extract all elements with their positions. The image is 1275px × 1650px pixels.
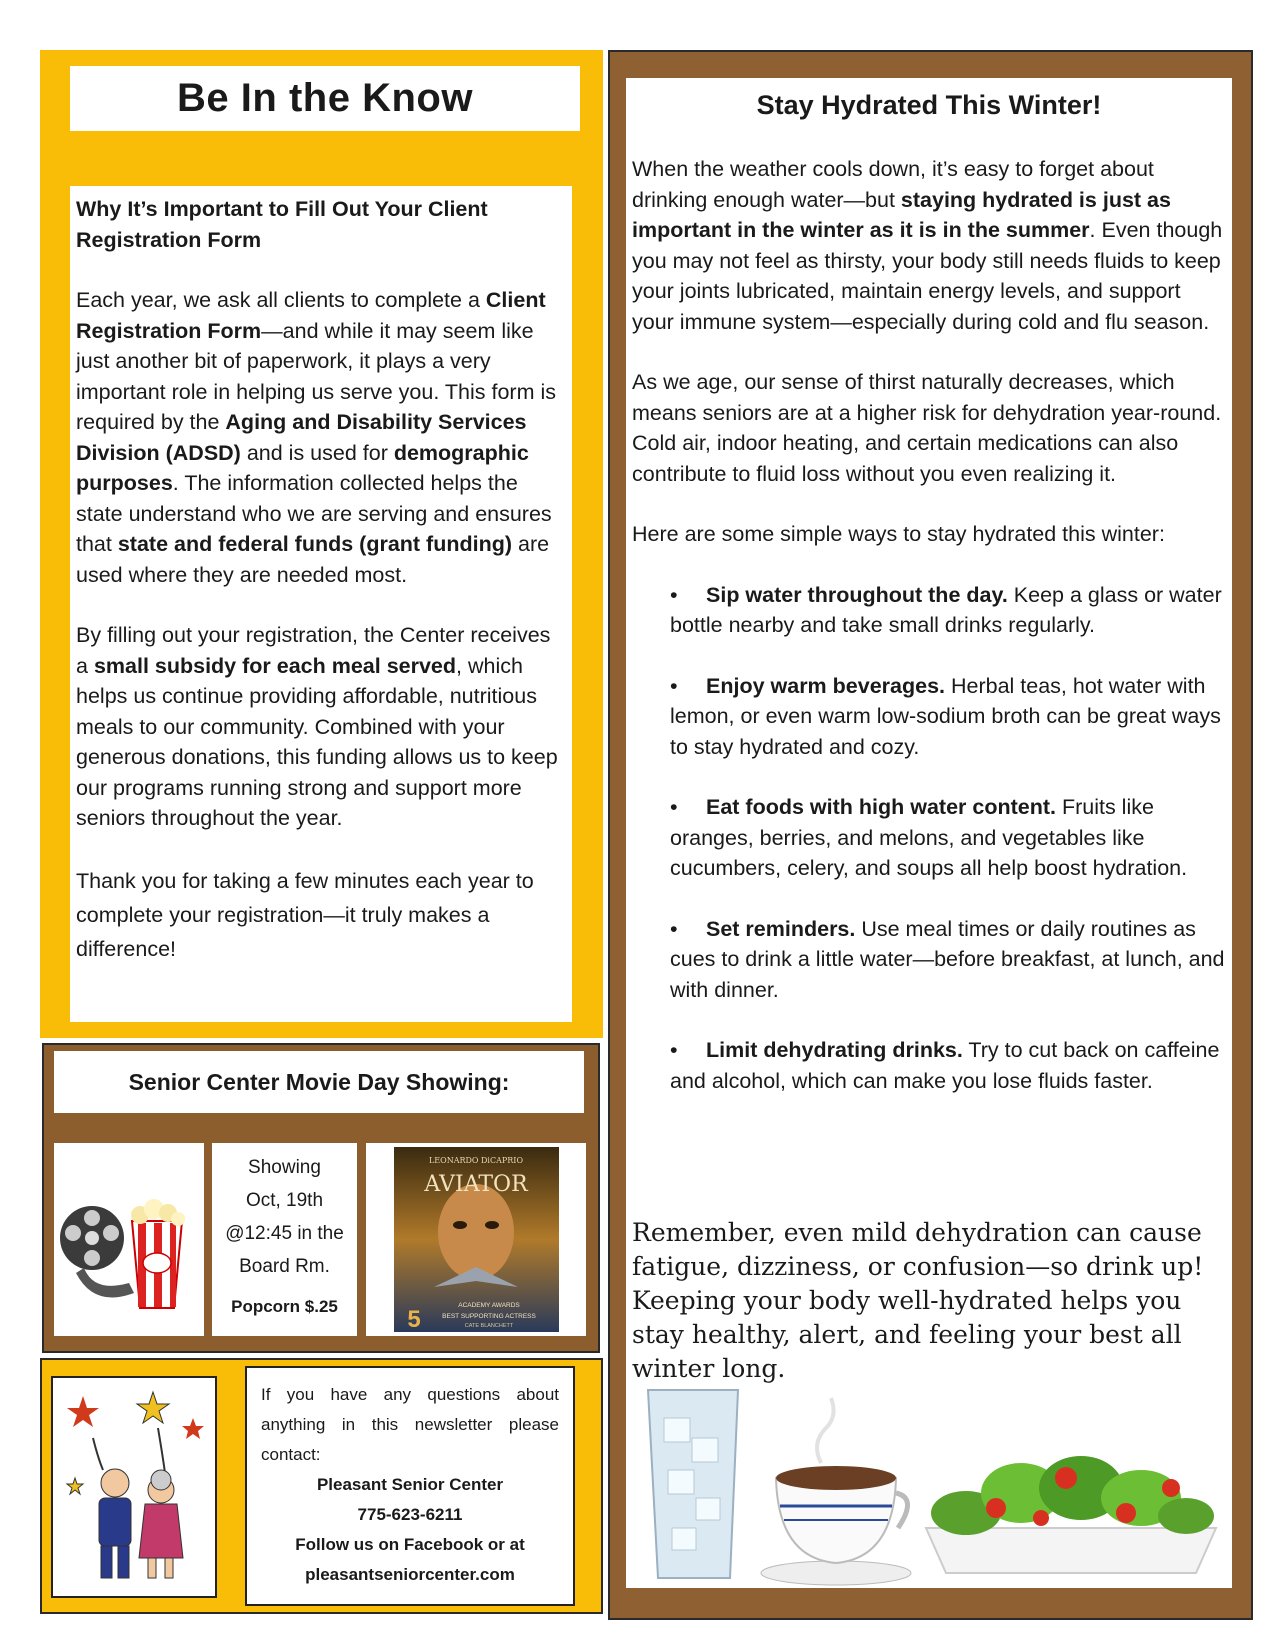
know-paragraph-2: By filling out your registration, the Center receives a small subsidy for each meal served, which helps us continue providing affordable, nutritious meals to our community. Combined with your generous donations, this funding allows us to keep our programs running strong and support more seniors throughout the year. [76,623,558,830]
know-paragraph-1: Each year, we ask all clients to complete a Client Registration Form—and while it may seem like just another bit of paperwork, it plays a very important role in helping us serve you. This form is required by the Aging and Disability Services Division (ADSD) and is used for demographic purposes. The information collected helps the state understand who we are serving and ensures that state and federal funds (grant funding) are used where they are needed most. [76,288,556,587]
know-paragraph-3: Thank you for taking a few minutes each year to complete your registration—it truly makes a difference! [76,868,534,961]
know-subtitle-line2: Registration Form [76,227,262,252]
know-subtitle [76,194,566,255]
hydration-article [626,78,1232,1588]
center-name: Pleasant Senior Center [316,1475,504,1494]
hydration-tips-list [632,580,1226,1097]
tip-item: • Set reminders. Use meal times or daily routines as cues to drink a little water—before breakfast, at lunch, and with dinner. [670,916,1225,1002]
hydration-paragraph-2: As we age, our sense of thirst naturally decreases, which means seniors are at a higher risk for dehydration year-round. Cold air, indoor heating, and certain medications can also contribute to fluid loss without you even realizing it. [632,370,1222,486]
poster-actor: LEONARDO DiCAPRIO [428,1156,523,1165]
movie-info-line1: Showing [248,1157,321,1178]
movie-info-room: Board Rm. [239,1256,330,1277]
hydration-text [632,154,1226,1126]
movie-info-time: @12:45 in the [225,1223,344,1244]
poster-name: CATE BLANCHETT [464,1323,513,1329]
seniors-fireworks-icon [53,1378,215,1596]
know-title-box [70,66,580,131]
panel-bottom-strip [626,1588,1232,1612]
hydration-closing: Remember, even mild dehydration can cause fatigue, dizziness, or confusion—so drink up! Keeping your body well-hydrated helps you stay healthy, alert, and feeling your best all winter long. [632,1218,1204,1383]
popcorn-price: Popcorn $.25 [231,1297,338,1316]
movie-info [212,1143,357,1336]
tip-item: • Enjoy warm beverages. Herbal teas, hot water with lemon, or even warm low-sodium broth can be great ways to stay hydrated and cozy. [670,673,1221,759]
follow-line: Follow us on Facebook or at [295,1535,525,1554]
aviator-poster-image [394,1147,559,1332]
movie-title: Senior Center Movie Day Showing: [54,1051,584,1113]
contact-info-box [245,1366,575,1606]
water-tea-salad-icon [626,1378,1232,1588]
tip-item: • Eat foods with high water content. Fruits like oranges, berries, and melons, and vegetables like cucumbers, celery, and soups all help boost hydration. [670,795,1188,880]
know-title: Be In the Know [177,76,473,120]
poster-awards: ACADEMY AWARDS [457,1302,520,1309]
tip-item: • Limit dehydrating drinks. Try to cut back on caffeine and alcohol, which can make you lose fluids faster. [670,1038,1220,1093]
contact-panel [40,1358,603,1614]
drinks-food-image [626,1378,1232,1588]
celebrating-seniors-image [51,1376,217,1598]
hydration-paragraph-1: When the weather cools down, it’s easy to forget about drinking enough water—but staying hydrated is just as important in the winter as it is in the summer. Even though you may not feel as thirsty, your body still needs fluids to keep your joints lubricated, maintain energy levels, and support your immune system—especially during cold and flu season. [632,157,1223,334]
poster-subtitle: BEST SUPPORTING ACTRESS [441,1313,536,1320]
movie-poster [366,1143,586,1336]
contact-intro: If you have any questions about anything in this newsletter please contact: [261,1385,559,1464]
hydration-paragraph-3: Here are some simple ways to stay hydrated this winter: [632,522,1165,546]
poster-title: AVIATOR [423,1172,528,1197]
center-website: pleasantseniorcenter.com [305,1565,515,1584]
center-phone: 775-623-6211 [357,1505,463,1524]
film-reel-icon [54,1143,204,1336]
hydration-panel [608,50,1253,1620]
know-article [70,186,572,1022]
movie-day-panel [42,1043,600,1353]
film-popcorn-image [54,1143,204,1336]
movie-info-date: Oct, 19th [245,1190,324,1211]
tip-item: • Sip water throughout the day. Keep a glass or water bottle nearby and take small drinks regularly. [670,582,1222,637]
hydration-title: Stay Hydrated This Winter! [756,90,1102,120]
poster-number: 5 [406,1306,421,1332]
be-in-the-know-panel [40,50,603,1038]
know-subtitle-line1: Why It’s Important to Fill Out Your Client [76,197,488,221]
